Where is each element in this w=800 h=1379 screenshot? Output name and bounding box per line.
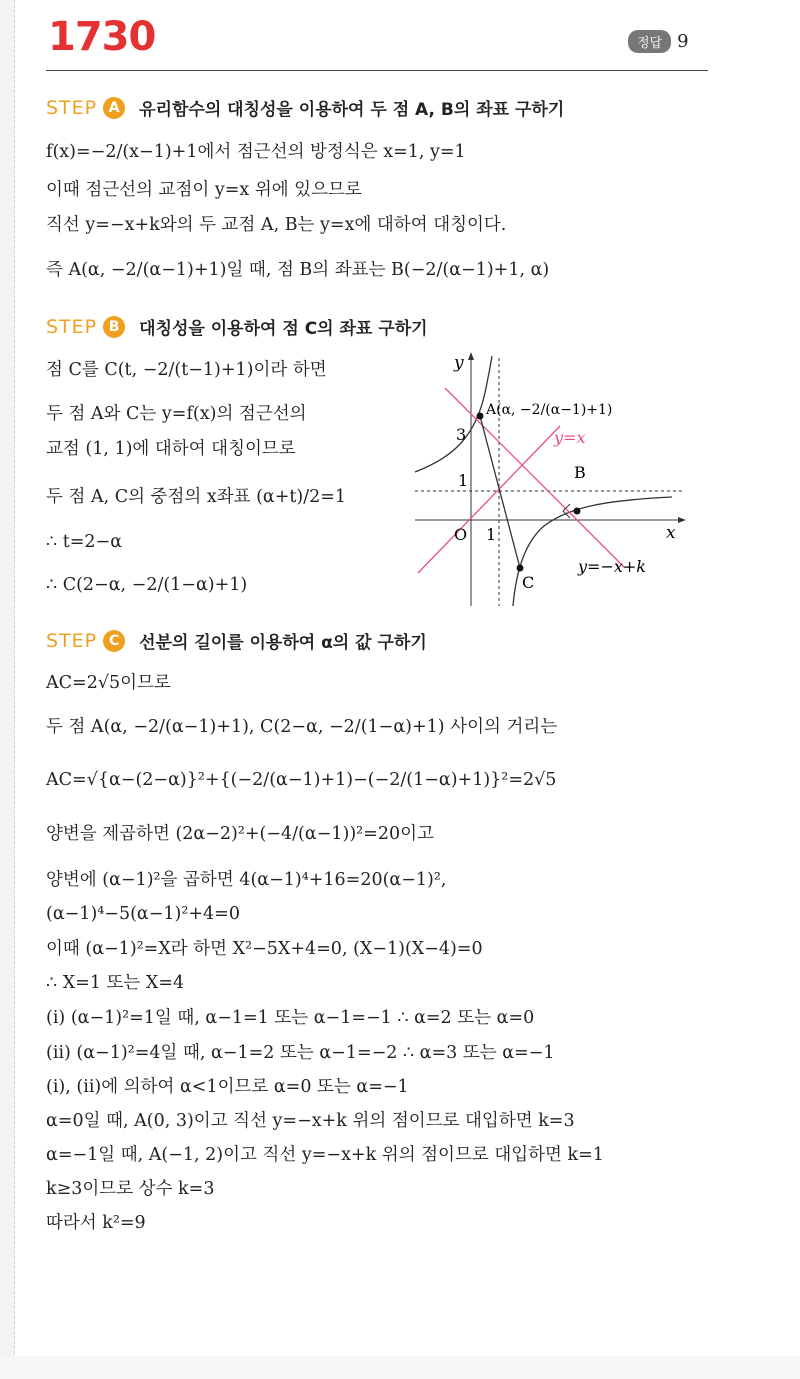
step-a-line-4: 즉 A(α, −2/(α−1)+1)일 때, 점 B의 좌표는 B(−2/(α−1)+1, α) [46, 260, 550, 280]
step-a-letter: A [103, 97, 125, 119]
answer-badge: 정답 [628, 30, 671, 53]
origin-label: O [454, 525, 468, 544]
step-b-header [46, 314, 428, 339]
answer-value: 9 [677, 31, 689, 52]
step-b-line-6: ∴ C(2−α, −2/(1−α)+1) [46, 575, 248, 595]
header-divider [46, 70, 708, 71]
step-b-line-2: 두 점 A와 C는 y=f(x)의 점근선의 [46, 404, 307, 424]
step-c-title: 선분의 길이를 이용하여 α의 값 구하기 [139, 633, 427, 653]
step-b-line-3: 교점 (1, 1)에 대하여 대칭이므로 [46, 439, 296, 459]
problem-number: 1730 [48, 14, 156, 60]
line-label: y=−x+k [578, 557, 646, 576]
step-c-line-7: 이때 (α−1)²=X라 하면 X²−5X+4=0, (X−1)(X−4)=0 [46, 939, 483, 959]
step-c-line-3: AC=√{α−(2−α)}²+{(−2/(α−1)+1)−(−2/(1−α)+1)}²=2√5 [46, 770, 557, 790]
right-angle-mark [563, 504, 570, 518]
segment-ac [480, 416, 520, 568]
point-c-label: C [522, 573, 535, 592]
y-tick-three: 3 [456, 425, 467, 444]
step-a-title: 유리함수의 대칭성을 이용하여 두 점 A, B의 좌표 구하기 [139, 100, 565, 120]
hyperbola-right-branch [513, 497, 672, 606]
step-b-label: STEP [46, 315, 98, 338]
step-c-line-4: 양변을 제곱하면 (2α−2)²+(−4/(α−1))²=20이고 [46, 824, 434, 844]
step-a-line-3: 직선 y=−x+k와의 두 교점 A, B는 y=x에 대하여 대칭이다. [46, 215, 507, 235]
step-c-letter: C [103, 630, 125, 652]
x-tick-one: 1 [486, 525, 497, 544]
step-b-title: 대칭성을 이용하여 점 C의 좌표 구하기 [139, 319, 428, 339]
y-tick-one: 1 [458, 471, 469, 490]
step-a-header [46, 95, 564, 120]
step-c-line-2: 두 점 A(α, −2/(α−1)+1), C(2−α, −2/(1−α)+1) 사이의 거리는 [46, 717, 558, 737]
step-c-line-14: k≥3이므로 상수 k=3 [46, 1179, 215, 1199]
step-c-line-10: (ⅱ) (α−1)²=4일 때, α−1=2 또는 α−1=−2 ∴ α=3 또는 α=−1 [46, 1043, 555, 1063]
step-c-line-5: 양변에 (α−1)²을 곱하면 4(α−1)⁴+16=20(α−1)², [46, 870, 447, 890]
step-b-line-5: ∴ t=2−α [46, 532, 123, 552]
point-a [477, 413, 484, 420]
point-c [517, 565, 524, 572]
x-axis-label: x [666, 523, 676, 543]
step-c-line-11: (ⅰ), (ⅱ)에 의하여 α<1이므로 α=0 또는 α=−1 [46, 1077, 409, 1097]
y-axis-arrow [468, 352, 474, 360]
point-a-label: A(α, −2/(α−1)+1) [486, 402, 613, 418]
step-a-line-1: f(x)=−2/(x−1)+1에서 점근선의 방정식은 x=1, y=1 [46, 142, 466, 162]
step-b-letter: B [103, 316, 125, 338]
step-c-label: STEP [46, 629, 98, 652]
step-c-header [46, 628, 427, 653]
step-a-line-2: 이때 점근선의 교점이 y=x 위에 있으므로 [46, 180, 362, 200]
page-bottom-strip [0, 1356, 800, 1379]
point-b-label: B [574, 463, 586, 482]
step-c-line-6: (α−1)⁴−5(α−1)²+4=0 [46, 904, 240, 924]
step-c-line-8: ∴ X=1 또는 X=4 [46, 973, 185, 993]
step-c-line-13: α=−1일 때, A(−1, 2)이고 직선 y=−x+k 위의 점이므로 대입하면 k=1 [46, 1145, 604, 1165]
step-c-line-12: α=0일 때, A(0, 3)이고 직선 y=−x+k 위의 점이므로 대입하면 k=3 [46, 1111, 575, 1131]
point-b [574, 508, 581, 515]
page-left-margin [0, 0, 15, 1379]
function-graph [410, 348, 690, 610]
step-c-line-15: 따라서 k²=9 [46, 1213, 146, 1233]
x-axis-arrow [678, 517, 686, 523]
y-equals-x-label: y=x [554, 428, 586, 447]
step-a-label: STEP [46, 96, 98, 119]
step-c-line-1: AC=2√5이므로 [46, 673, 171, 693]
step-c-line-9: (ⅰ) (α−1)²=1일 때, α−1=1 또는 α−1=−1 ∴ α=2 또는 α=0 [46, 1008, 535, 1028]
step-b-line-1: 점 C를 C(t, −2/(t−1)+1)이라 하면 [46, 360, 327, 380]
y-axis-label: y [454, 353, 464, 373]
step-b-line-4: 두 점 A, C의 중점의 x좌표 (α+t)/2=1 [46, 487, 347, 507]
answer-box [628, 30, 689, 53]
